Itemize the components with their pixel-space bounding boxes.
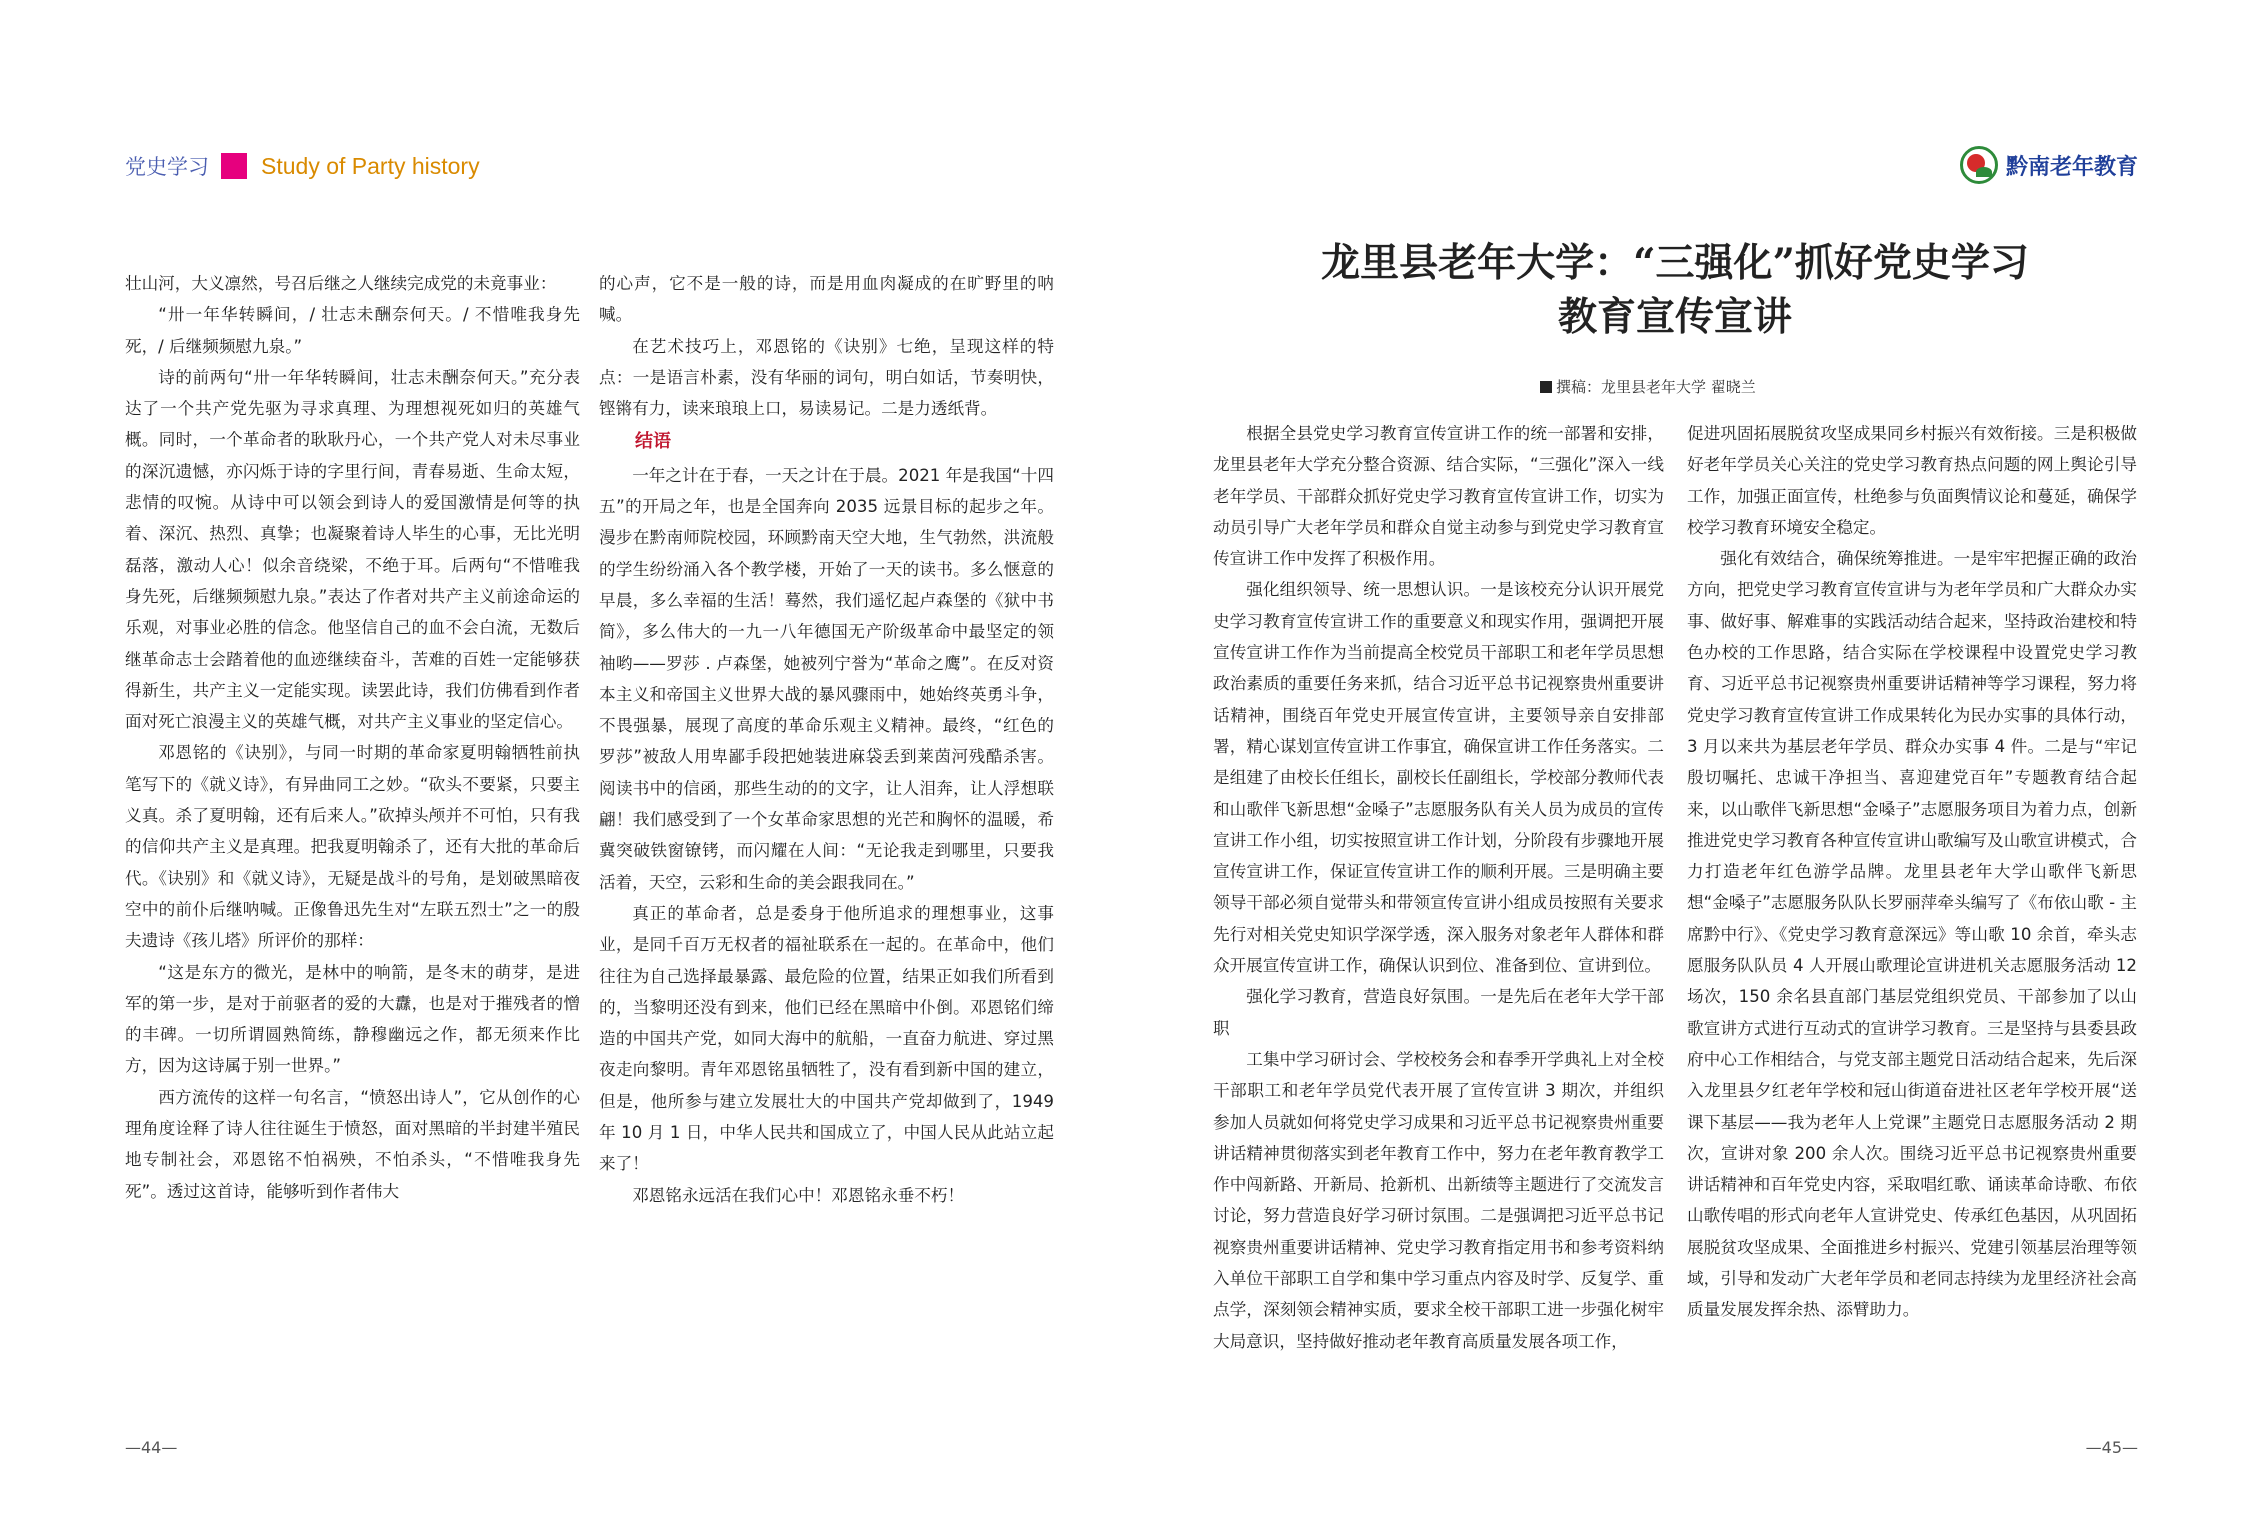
paragraph: 强化有效结合，确保统筹推进。一是牢牢把握正确的政治方向，把党史学习教育宣传宣讲与为老年学员和广大群众办实事、做好事、解难事的实践活动结合起来，坚持政治建校和特色办校的工作思路，结合实际在学校课程中设置党史学习教育、习近平总书记视察贵州重要讲话精神等学习课程，努力将党史学习教育宣传宣讲工作成果转化为民办实事的具体行动，3 月以来共为基层老年学员、群众办实事 4 件。二是与“牢记殷切嘱托、忠诚干净担当、喜迎建党百年”专题教育结合起来，以山歌伴飞新思想“金嗓子”志愿服务项目为着力点，创新推进党史学习教育各种宣传宣讲山歌编写及山歌宣讲模式，合力打造老年红色游学品牌。龙里县老年大学山歌伴飞新思想“金嗓子”志愿服务队队长罗丽萍牵头编写了《布依山歌 - 主席黔中行》、《党史学习教育意深远》等山歌 10 余首，牵头志愿服务队队员 4 人开展山歌理论宣讲进机关志愿服务活动 12 场次，150 余名县直部门基层党组织党员、干部参加了以山歌宣讲方式进行互动式的宣讲学习教育。三是坚持与县委县政府中心工作相结合，与党支部主题党日活动结合起来，先后深入龙里县夕红老年学校和冠山街道奋进社区老年学校开展“送课下基层——我为老年人上党课”主题党日志愿服务活动 2 期次，宣讲对象 200 余人次。围绕习近平总书记视察贵州重要讲话精神和百年党史内容，采取唱红歌、诵读革命诗歌、布依山歌传唱的形式向老年人宣讲党史、传承红色基因，从巩固拓展脱贫攻坚成果、全面推进乡村振兴、党建引领基层治理等领域，引导和发动广大老年学员和老同志持续为龙里经济社会高质量发展发挥余热、添臂助力。 xyxy=(1687,549,2137,1320)
paragraph: 工集中学习研讨会、学校校务会和春季开学典礼上对全校干部职工和老年学员党代表开展了宣传宣讲 3 期次，并组织参加人员就如何将党史学习成果和习近平总书记视察贵州重要讲话精神贯彻落实到老年教育工作中，努力在老年教育教学工作中闯新路、开新局、抢新机、出新绩等主题进行了交流发言讨论，努力营造良好学习研讨氛围。二是强调把习近平总书记视察贵州重要讲话精神、党史学习教育指定用书和参考资料纳入单位干部职工自学和集中学习重点内容及时学、反复学、重点学，深刻领会精神实质，要求全校干部职工进一步强化树牢大局意识，坚持做好推动老年教育高质量发展各项工作， xyxy=(1213,1049,1664,1351)
paragraph: 根据全县党史学习教育宣传宣讲工作的统一部署和安排，龙里县老年大学充分整合资源、结合实际，“三强化”深入一线老年学员、干部群众抓好党史学习教育宣传宣讲工作，切实为动员引导广大老年学员和群众自觉主动参与到党史学习教育宣传宣讲工作中发挥了积极作用。 xyxy=(1213,424,1664,569)
section-header xyxy=(125,150,480,182)
page-number-left: —44— xyxy=(125,1438,178,1457)
paragraph: 邓恩铭的《诀别》，与同一时期的革命家夏明翰牺牲前执笔写下的《就义诗》，有异曲同工之妙。“砍头不要紧，只要主义真。杀了夏明翰，还有后来人。”砍掉头颅并不可怕，只有我的信仰共产主义是真理。把我夏明翰杀了，还有大批的革命后代。《诀别》和《就义诗》，无疑是战斗的号角，是划破黑暗夜空中的前仆后继呐喊。正像鲁迅先生对“左联五烈士”之一的殷夫遗诗《孩儿塔》所评价的那样： xyxy=(125,743,580,951)
subheading-conclusion: 结语 xyxy=(635,431,671,453)
paragraph: 强化组织领导、统一思想认识。一是该校充分认识开展党史学习教育宣传宣讲工作的重要意义和现实作用，强调把开展宣传宣讲工作作为当前提高全校党员干部职工和老年学员思想政治素质的重要任务来抓，结合习近平总书记视察贵州重要讲话精神，围绕百年党史开展宣传宣讲，主要领导亲自安排部署，精心谋划宣传宣讲工作事宜，确保宣讲工作任务落实。二是组建了由校长任组长，副校长任副组长，学校部分教师代表和山歌伴飞新思想“金嗓子”志愿服务队有关人员为成员的宣传宣讲工作小组，切实按照宣讲工作计划，分阶段有步骤地开展宣传宣讲工作，保证宣传宣讲工作的顺利开展。三是明确主要领导干部必须自觉带头和带领宣传宣讲小组成员按照有关要求先行对相关党史知识学深学透，深入服务对象老年人群体和群众开展宣传宣讲工作，确保认识到位、准备到位、宣讲到位。 xyxy=(1213,580,1664,976)
section-title-cn: 党史学习 xyxy=(125,155,209,179)
page-number-right: —45— xyxy=(2085,1438,2138,1457)
magazine-header xyxy=(1960,146,2138,184)
section-marker-square xyxy=(221,153,247,179)
paragraph: 强化学习教育，营造良好氛围。一是先后在老年大学干部职 xyxy=(1213,987,1664,1038)
magazine-logo-icon xyxy=(1960,146,1998,184)
article-title-line-2: 教育宣传宣讲 xyxy=(1557,294,1792,340)
article-title-line-1: 龙里县老年大学：“三强化”抓好党史学习 xyxy=(1321,240,2029,286)
paragraph: 诗的前两句“卅一年华转瞬间，壮志未酬奈何天。”充分表达了一个共产党先驱为寻求真理、为理想视死如归的英雄气概。同时，一个革命者的耿耿丹心，一个共产党人对未尽事业的深沉遗憾，亦闪烁于诗的字里行间，青春易逝、生命太短，悲情的叹惋。从诗中可以领会到诗人的爱国激情是何等的执着、深沉、热烈、真挚；也凝聚着诗人毕生的心事，无比光明磊落，激动人心！似余音绕梁，不绝于耳。后两句“不惜唯我身先死，后继频频慰九泉。”表达了作者对共产主义前途命运的乐观，对事业必胜的信念。他坚信自己的血不会白流，无数后继革命志士会踏着他的血迹继续奋斗，苦难的百姓一定能够获得新生，共产主义一定能实现。读罢此诗，我们仿佛看到作者面对死亡浪漫主义的英雄气概，对共产主义事业的坚定信心。 xyxy=(125,367,580,732)
left-page-column-1 xyxy=(125,268,580,1207)
paragraph: 邓恩铭永远活在我们心中！邓恩铭永垂不朽！ xyxy=(632,1185,965,1205)
paragraph: 在艺术技巧上，邓恩铭的《诀别》七绝，呈现这样的特点：一是语言朴素，没有华丽的词句，明白如话，节奏明快，铿锵有力，读来琅琅上口，易读易记。二是力透纸背。 xyxy=(599,336,1054,419)
paragraph: 壮山河，大义凛然，号召后继之人继续完成党的未竟事业： xyxy=(125,274,557,293)
quote-paragraph: “这是东方的微光，是林中的响箭，是冬末的萌芽，是进军的第一步，是对于前驱者的爱的大纛，也是对于摧残者的憎的丰碑。一切所谓圆熟简练，静穆幽远之作，都无须来作比方，因为这诗属于别一世界。” xyxy=(125,962,580,1076)
byline-square-icon xyxy=(1540,381,1552,393)
article-title xyxy=(1213,236,2137,344)
byline-text: 撰稿：龙里县老年大学 翟晓兰 xyxy=(1556,378,1756,396)
paragraph: 的心声，它不是一般的诗，而是用血肉凝成的在旷野里的呐喊。 xyxy=(599,274,1054,325)
right-page-column-1 xyxy=(1213,418,1664,1357)
magazine-name: 黔南老年教育 xyxy=(2005,154,2138,180)
paragraph: 一年之计在于春，一天之计在于晨。2021 年是我国“十四五”的开局之年，也是全国奔向 2035 远景目标的起步之年。漫步在黔南师院校园，环顾黔南天空大地，生气勃然，洪流般的学生纷纷涌入各个教学楼，开始了一天的读书。多么惬意的早晨，多么幸福的生活！蓦然，我们遥忆起卢森堡的《狱中书简》，多么伟大的一九一八年德国无产阶级革命中最坚定的领袖哟——罗莎 . 卢森堡，她被列宁誉为“革命之鹰”。在反对资本主义和帝国主义世界大战的暴风骤雨中，她始终英勇斗争，不畏强暴，展现了高度的革命乐观主义精神。最终，“红色的罗莎”被敌人用卑鄙手段把她装进麻袋丢到莱茵河残酷杀害。阅读书中的信函，那些生动的的文字，让人泪奔，让人浮想联翩！我们感受到了一个女革命家思想的光芒和胸怀的温暖，希冀突破铁窗镣铐，而闪耀在人间：“无论我走到哪里，只要我活着，天空，云彩和生命的美会跟我同在。” xyxy=(599,465,1054,892)
paragraph: 西方流传的这样一句名言，“愤怒出诗人”，它从创作的心理角度诠释了诗人往往诞生于愤怒，面对黑暗的半封建半殖民地专制社会，邓恩铭不怕祸殃，不怕杀头，“不惜唯我身先死”。透过这首诗，能够听到作者伟大 xyxy=(125,1087,580,1201)
paragraph: 真正的革命者，总是委身于他所追求的理想事业，这事业，是同千百万无权者的福祉联系在一起的。在革命中，他们往往为自己选择最暴露、最危险的位置，结果正如我们所看到的，当黎明还没有到来，他们已经在黑暗中仆倒。邓恩铭们缔造的中国共产党，如同大海中的航船，一直奋力航进、穿过黑夜走向黎明。青年邓恩铭虽牺牲了，没有看到新中国的建立，但是，他所参与建立发展壮大的中国共产党却做到了，1949 年 10 月 1 日，中华人民共和国成立了，中国人民从此站立起来了！ xyxy=(599,903,1054,1174)
left-page-column-2 xyxy=(599,268,1054,1211)
section-title-en: Study of Party history xyxy=(261,152,480,179)
poem-quote: “卅一年华转瞬间，/ 壮志未酬奈何天。/ 不惜唯我身先死，/ 后继频频慰九泉。” xyxy=(125,305,580,356)
right-page-column-2 xyxy=(1687,418,2137,1326)
article-byline xyxy=(1540,376,1756,397)
paragraph: 促进巩固拓展脱贫攻坚成果同乡村振兴有效衔接。三是积极做好老年学员关心关注的党史学习教育热点问题的网上舆论引导工作，加强正面宣传，杜绝参与负面舆情议论和蔓延，确保学校学习教育环境安全稳定。 xyxy=(1687,424,2137,537)
